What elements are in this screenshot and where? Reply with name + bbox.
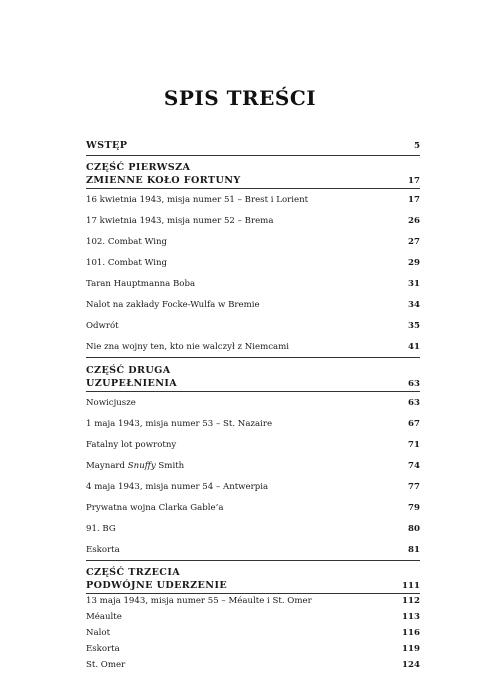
toc-entry-page: 74 (408, 461, 420, 471)
part-1-title: CZĘŚĆ PIERWSZA (86, 162, 191, 173)
toc-entry-label: Nie zna wojny ten, kto nie walczył z Niemcami (86, 342, 290, 352)
toc-intro-page: 5 (414, 141, 420, 151)
toc-entry-page: 17 (408, 195, 420, 205)
toc-entry-page: 81 (408, 545, 420, 555)
toc-entry-page: 29 (408, 258, 420, 268)
toc-entry[interactable] (86, 195, 420, 206)
toc-entry[interactable] (86, 644, 420, 655)
toc-entry[interactable] (86, 660, 420, 671)
toc-entry-page: 71 (408, 440, 420, 450)
toc-entry[interactable] (86, 258, 420, 269)
toc-entry-label: St. Omer (86, 660, 126, 670)
toc-entry-label: Nalot na zakłady Focke-Wulfa w Bremie (86, 300, 260, 310)
toc-entry[interactable] (86, 545, 420, 556)
part-1-subtitle: ZMIENNE KOŁO FORTUNY (86, 175, 241, 186)
toc-entry-label: Nowicjusze (86, 398, 136, 408)
divider (86, 391, 420, 392)
toc-entry[interactable] (86, 216, 420, 227)
divider (86, 188, 420, 189)
toc-entry-page: 112 (402, 596, 420, 606)
toc-entry[interactable] (86, 279, 420, 290)
toc-entry-page: 79 (408, 503, 420, 513)
toc-entry-label: Fatalny lot powrotny (86, 440, 177, 450)
label-part: Smith (155, 461, 185, 471)
toc-entry-page: 27 (408, 237, 420, 247)
toc-entry-page: 67 (408, 419, 420, 429)
part-2-subtitle: UZUPEŁNIENIA (86, 378, 178, 389)
toc-entry-label: 13 maja 1943, misja numer 55 – Méaulte i St. Omer (86, 596, 312, 606)
toc-entry-page: 116 (402, 628, 420, 638)
toc-entry[interactable] (86, 524, 420, 535)
divider (86, 560, 420, 561)
toc-entry-label: Odwrót (86, 321, 119, 331)
toc-entry-label: Nalot (86, 628, 111, 638)
divider (86, 593, 420, 594)
part-1-subtitle-row[interactable] (86, 174, 420, 188)
toc-entry-label: 16 kwietnia 1943, misja numer 51 – Brest i Lorient (86, 195, 309, 205)
toc-entry-label: 4 maja 1943, misja numer 54 – Antwerpia (86, 482, 269, 492)
toc-entry-label: Taran Hauptmanna Boba (86, 279, 196, 289)
toc-entry[interactable] (86, 237, 420, 248)
toc-entry[interactable] (86, 321, 420, 332)
part-3-subtitle: PODWÓJNE UDERZENIE (86, 580, 228, 591)
toc-entry[interactable] (86, 440, 420, 451)
toc-entry-label (86, 461, 184, 472)
part-2-title: CZĘŚĆ DRUGA (86, 365, 171, 376)
toc-entry-page: 113 (402, 612, 420, 622)
toc-entry[interactable] (86, 612, 420, 623)
toc-entry-page: 119 (402, 644, 420, 654)
part-3-page: 111 (402, 581, 420, 591)
toc-entry-label: Prywatna wojna Clarka Gable’a (86, 503, 224, 513)
part-2-page: 63 (408, 379, 420, 389)
toc-entry-label: 101. Combat Wing (86, 258, 168, 268)
page-title: SPIS TREŚCI (163, 86, 317, 110)
toc-entry[interactable] (86, 503, 420, 514)
toc-entry-label: 91. BG (86, 524, 116, 534)
label-emphasis: Snuffy (127, 461, 156, 471)
toc-entry-page: 26 (408, 216, 420, 226)
toc-entry-page: 35 (408, 321, 420, 331)
toc-entry[interactable] (86, 482, 420, 493)
toc-entry[interactable] (86, 342, 420, 353)
label-part: Maynard (86, 461, 128, 471)
toc-entry[interactable] (86, 419, 420, 430)
toc-entry[interactable] (86, 300, 420, 311)
divider (86, 357, 420, 358)
divider (86, 155, 420, 156)
toc-entry-page: 77 (408, 482, 420, 492)
toc-entry-label: Méaulte (86, 612, 122, 622)
toc-entry-page: 80 (408, 524, 420, 534)
toc-intro[interactable] (86, 140, 420, 152)
part-3-subtitle-row[interactable] (86, 579, 420, 593)
toc-entry-page: 34 (408, 300, 420, 310)
toc-entry-page: 124 (402, 660, 420, 670)
toc-entry-label: Eskorta (86, 644, 120, 654)
part-3-title: CZĘŚĆ TRZECIA (86, 567, 181, 578)
toc-entry-page: 63 (408, 398, 420, 408)
toc-entry[interactable] (86, 596, 420, 607)
toc-entry-page: 41 (408, 342, 420, 352)
toc-entry-label: Eskorta (86, 545, 120, 555)
toc-entry-label: 1 maja 1943, misja numer 53 – St. Nazaire (86, 419, 273, 429)
toc-entry-label: 17 kwietnia 1943, misja numer 52 – Brema (86, 216, 274, 226)
toc-entry-page: 31 (408, 279, 420, 289)
toc-entry-label: 102. Combat Wing (86, 237, 168, 247)
part-2-subtitle-row[interactable] (86, 377, 420, 391)
toc-entry[interactable] (86, 398, 420, 409)
toc-entry[interactable] (86, 628, 420, 639)
toc-intro-label: WSTĘP (86, 140, 128, 151)
toc-entry[interactable] (86, 461, 420, 472)
part-1-page: 17 (408, 176, 420, 186)
